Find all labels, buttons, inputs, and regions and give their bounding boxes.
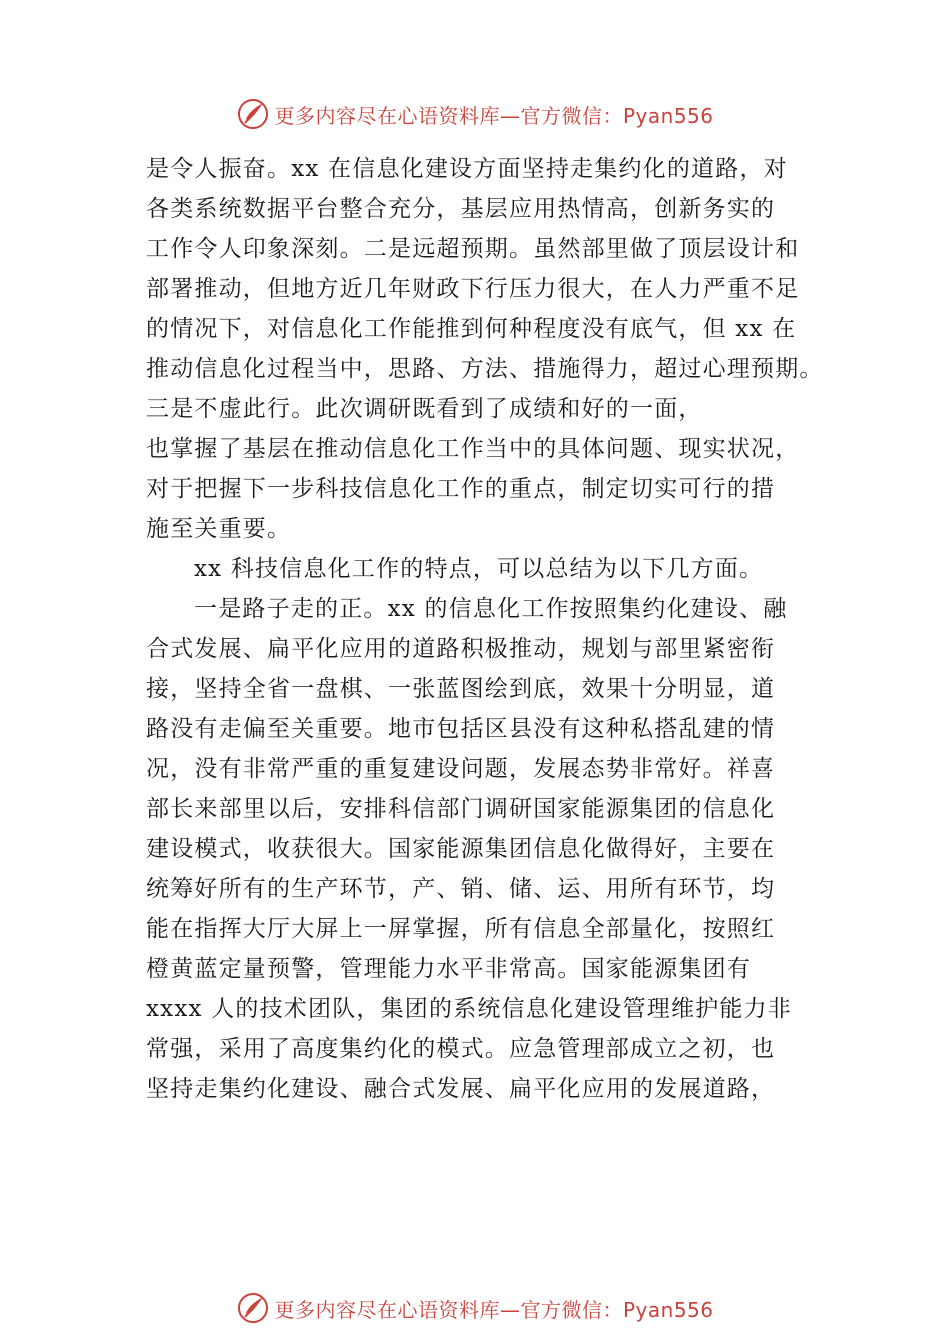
- watermark-label: 更多内容尽在心语资料库—官方微信：: [274, 1297, 623, 1322]
- text-line: 工作令人印象深刻。二是远超预期。虽然部里做了顶层设计和: [146, 236, 800, 262]
- footer-watermark-banner: [0, 1286, 950, 1330]
- text-line: 橙黄蓝定量预警，管理能力水平非常高。国家能源集团有: [146, 956, 751, 982]
- text-line: 建设模式，收获很大。国家能源集团信息化做得好，主要在: [146, 836, 776, 862]
- text-line: 是令人振奋。xx 在信息化建设方面坚持走集约化的道路，对: [146, 156, 788, 182]
- watermark-label: 更多内容尽在心语资料库—官方微信：: [274, 103, 623, 128]
- document-body: [146, 149, 836, 1109]
- wechat-id: Pyan556: [622, 103, 714, 128]
- text-line: 坚持走集约化建设、融合式发展、扁平化应用的发展道路，: [146, 1076, 776, 1102]
- header-watermark-banner: [0, 92, 950, 136]
- text-line: 一是路子走的正。xx 的信息化工作按照集约化建设、融: [194, 596, 788, 622]
- text-line: 推动信息化过程当中，思路、方法、措施得力，超过心理预期。: [146, 356, 824, 382]
- text-line: 路没有走偏至关重要。地市包括区县没有这种私搭乱建的情: [146, 716, 776, 742]
- text-line: 对于把握下一步科技信息化工作的重点，制定切实可行的措: [146, 476, 776, 502]
- text-line: 部署推动，但地方近几年财政下行压力很大，在人力严重不足: [146, 276, 800, 302]
- quill-heart-logo-icon: [236, 1291, 270, 1325]
- text-line: xx 科技信息化工作的特点，可以总结为以下几方面。: [194, 556, 764, 582]
- text-line: 三是不虚此行。此次调研既看到了成绩和好的一面，: [146, 396, 703, 422]
- text-line: 接，坚持全省一盘棋、一张蓝图绘到底，效果十分明显，道: [146, 676, 776, 702]
- text-line: 合式发展、扁平化应用的道路积极推动，规划与部里紧密衔: [146, 636, 776, 662]
- watermark-text: [274, 1294, 713, 1323]
- wechat-id: Pyan556: [622, 1297, 714, 1322]
- text-line: 统筹好所有的生产环节，产、销、储、运、用所有环节，均: [146, 876, 776, 902]
- quill-heart-logo-icon: [236, 97, 270, 131]
- text-line: 部长来部里以后，安排科信部门调研国家能源集团的信息化: [146, 796, 776, 822]
- watermark-text: [274, 100, 713, 129]
- text-line: 能在指挥大厅大屏上一屏掌握，所有信息全部量化，按照红: [146, 916, 776, 942]
- text-line: 的情况下，对信息化工作能推到何种程度没有底气，但 xx 在: [146, 316, 797, 342]
- text-line: 常强，采用了高度集约化的模式。应急管理部成立之初，也: [146, 1036, 776, 1062]
- text-line: 况，没有非常严重的重复建设问题，发展态势非常好。祥喜: [146, 756, 776, 782]
- text-line: xxxx 人的技术团队，集团的系统信息化建设管理维护能力非: [146, 996, 792, 1022]
- text-line: 施至关重要。: [146, 516, 292, 542]
- text-line: 也掌握了基层在推动信息化工作当中的具体问题、现实状况，: [146, 436, 800, 462]
- text-line: 各类系统数据平台整合充分，基层应用热情高，创新务实的: [146, 196, 776, 222]
